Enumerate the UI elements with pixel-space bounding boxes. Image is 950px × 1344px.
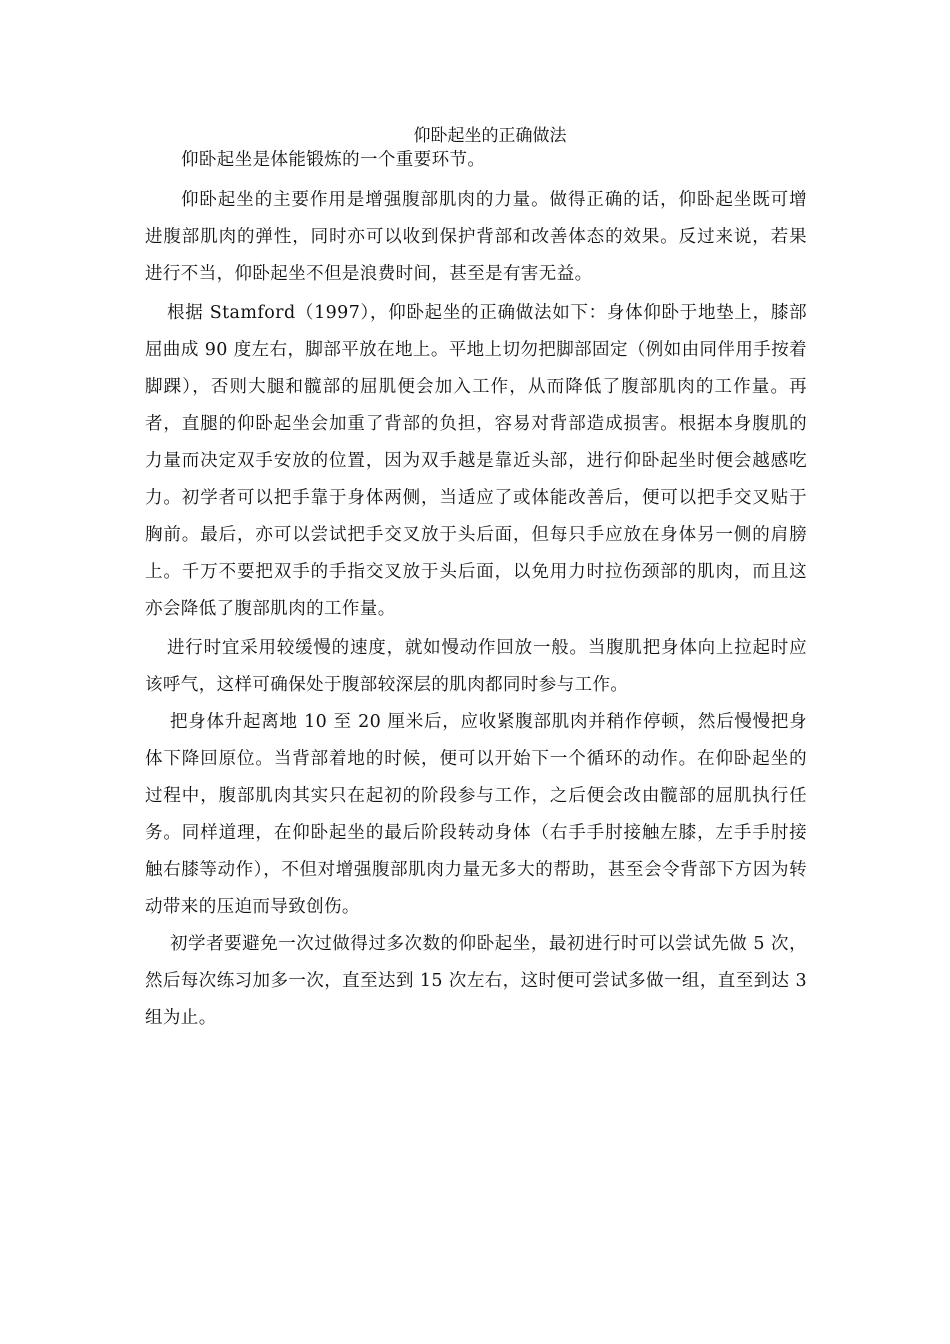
paragraph-intro: 仰卧起坐是体能锻炼的一个重要环节。 (181, 150, 486, 170)
paragraph-speed: 进行时宜采用较缓慢的速度，就如慢动作回放一般。当腹肌把身体向上拉起时应该呼气，这样可确保处于腹部较深层的肌肉都同时参与工作。 (145, 638, 807, 695)
paragraph-lift: 把身体升起离地 10 至 20 厘米后，应收紧腹部肌肉并稍作停顿，然后慢慢把身体下降回原位。当背部着地的时候，便可以开始下一个循环的动作。在仰卧起坐的过程中，腹部肌肉其实只在起初的阶段参与工作，之后便会改由髋部的屈肌执行任务。同样道理，在仰卧起坐的最后阶段转动身体（右手手肘接触左膝，左手手肘接触右膝等动作），不但对增强腹部肌肉力量无多大的帮助，甚至会令背部下方因为转动带来的压迫而导致创伤。 (145, 712, 807, 917)
paragraph-purpose: 仰卧起坐的主要作用是增强腹部肌肉的力量。做得正确的话，仰卧起坐既可增进腹部肌肉的弹性，同时亦可以收到保护背部和改善体态的效果。反过来说，若果进行不当，仰卧起坐不但是浪费时间，甚至是有害无益。 (145, 190, 807, 284)
paragraph-beginners: 初学者要避免一次过做得过多次数的仰卧起坐，最初进行时可以尝试先做 5 次，然后每次练习加多一次，直至达到 15 次左右，这时便可尝试多做一组，直至到达 3 组为止。 (145, 934, 807, 1028)
document-body (145, 148, 807, 1037)
paragraph-method: 根据 Stamford（1997），仰卧起坐的正确做法如下：身体仰卧于地垫上，膝部屈曲成 90 度左右，脚部平放在地上。平地上切勿把脚部固定（例如由同伴用手按着脚踝），否则大腿和髋部的屈肌便会加入工作，从而降低了腹部肌肉的工作量。再者，直腿的仰卧起坐会加重了背部的负担，容易对背部造成损害。根据本身腹肌的力量而决定双手安放的位置，因为双手越是靠近头部，进行仰卧起坐时便会越感吃力。初学者可以把手靠于身体两侧，当适应了或体能改善后，便可以把手交叉贴于胸前。最后，亦可以尝试把手交叉放于头后面，但每只手应放在身体另一侧的肩膀上。千万不要把双手的手指交叉放于头后面，以免用力时拉伤颈部的肌肉，而且这亦会降低了腹部肌肉的工作量。 (145, 303, 807, 619)
document-title: 仰卧起坐的正确做法 (413, 126, 567, 146)
